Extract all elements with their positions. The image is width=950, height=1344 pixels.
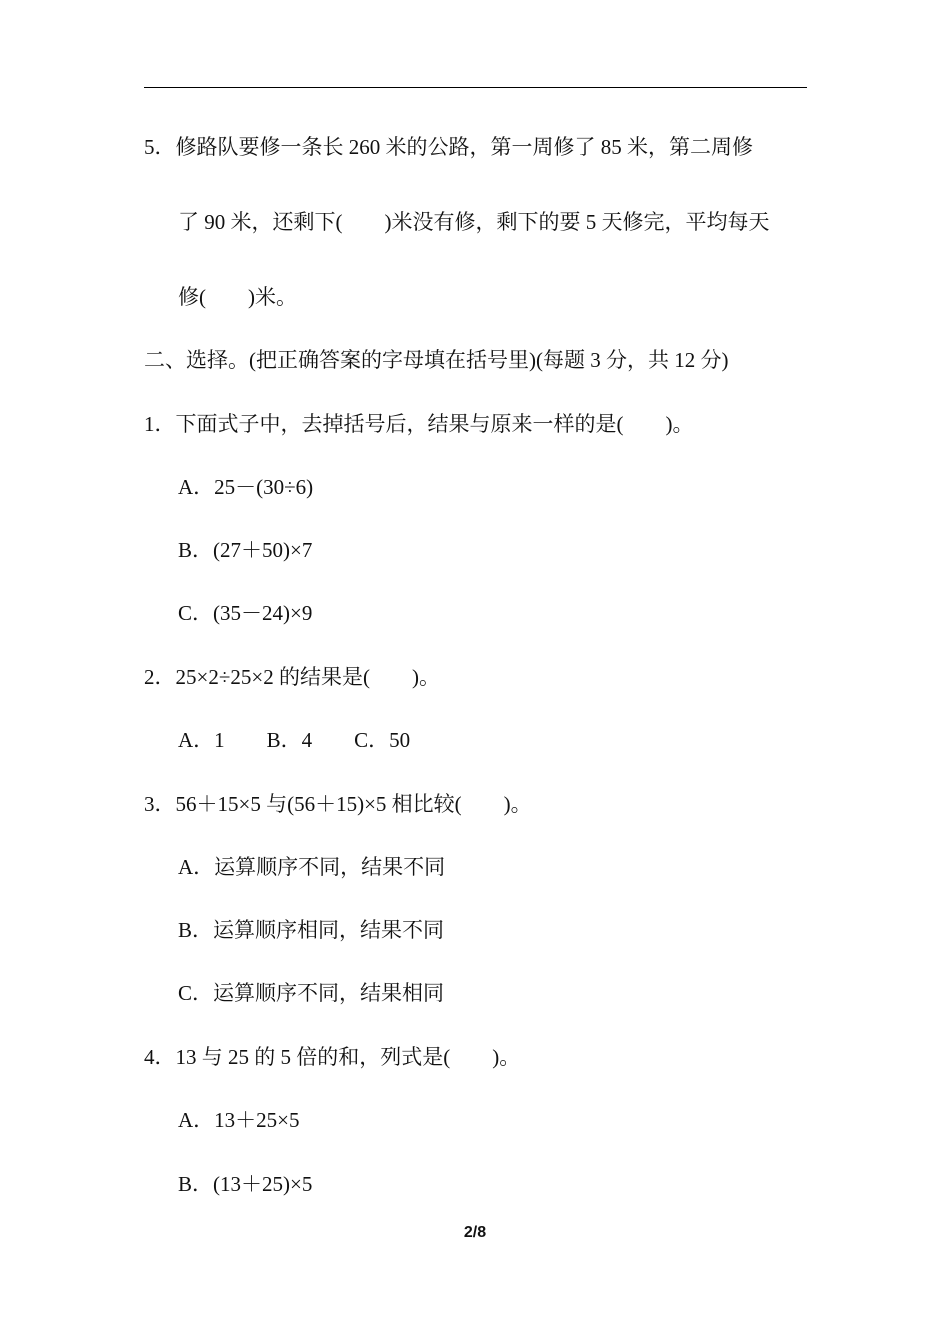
question-4-stem: 4．13 与 25 的 5 倍的和，列式是( )。 [144,1045,521,1069]
question-3-option-a: A．运算顺序不同，结果不同 [178,855,446,879]
q5-line-2: 了 90 米，还剩下( )米没有修，剩下的要 5 天修完，平均每天 [178,210,770,234]
question-3-stem: 3．56＋15×5 与(56＋15)×5 相比较( )。 [144,792,532,816]
q5-line-1: 5．修路队要修一条长 260 米的公路，第一周修了 85 米，第二周修 [144,135,753,159]
page-number: 2/8 [463,1224,487,1241]
question-1-option-c: C．(35－24)×9 [178,601,313,625]
question-4-option-a: A．13＋25×5 [178,1108,300,1132]
question-1-option-b: B．(27＋50)×7 [178,538,313,562]
question-2-options: A．1 B．4 C．50 [178,728,411,752]
question-2-stem: 2．25×2÷25×2 的结果是( )。 [144,665,440,689]
question-1-stem: 1．下面式子中，去掉括号后，结果与原来一样的是( )。 [144,412,694,436]
section-heading: 二、选择。(把正确答案的字母填在括号里)(每题 3 分，共 12 分) [144,348,729,372]
q5-line-3: 修( )米。 [178,285,297,309]
question-1-option-a: A．25－(30÷6) [178,475,314,499]
header-rule [144,87,807,88]
question-3-option-b: B．运算顺序相同，结果不同 [178,918,445,942]
question-4-option-b: B．(13＋25)×5 [178,1172,313,1196]
question-3-option-c: C．运算顺序不同，结果相同 [178,981,445,1005]
